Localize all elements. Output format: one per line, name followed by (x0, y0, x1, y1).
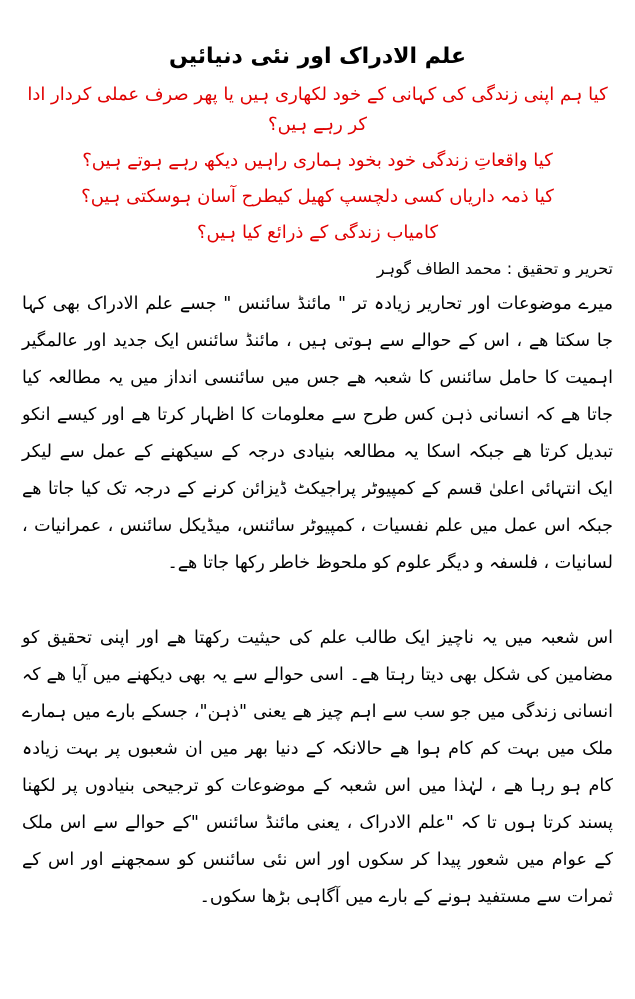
article-title: علم الادراک اور نئی دنیائیں (168, 44, 467, 69)
question-list (22, 80, 613, 248)
paragraph-spacer (22, 582, 613, 620)
question-item: کیا ذمہ داریاں کسی دلچسپ کھیل کیطرح آسان ہوسکتی ہیں؟ (81, 186, 554, 207)
question-item: کامیاب زندگی کے ذرائع کیا ہیں؟ (196, 222, 439, 243)
question-item: کیا ہم اپنی زندگی کی کہانی کے خود لکھاری ہیں یا پھر صرف عملی کردار ادا کر رہے ہیں؟ (27, 84, 608, 135)
question-item: کیا واقعاتِ زندگی خود بخود ہماری راہیں دیکھ رہے ہوتے ہیں؟ (82, 150, 553, 171)
author-byline: تحریر و تحقیق : محمد الطاف گوہر (376, 259, 613, 278)
body-paragraph: اس شعبہ میں یہ ناچیز ایک طالب علم کی حیثیت رکھتا ھے اور اپنی تحقیق کو مضامین کی شکل بھی دیتا رہتا ھے۔ اسی حوالے سے یہ بھی دیکھنے میں آیا ھے کہ انسانی زندگی میں جو سب سے اہم چیز ھے یعنی "ذہن"، جسکے بارے میں ہمارے ملک میں بہت کم کام ہوا ھے حالانکہ کے دنیا بھر میں ان شعبوں پر بہت زیادہ کام ہو رہا ھے ، لہٰذا میں اس شعبہ کے موضوعات کو ترجیحی بنیادوں پر لکھنا پسند کرتا ہوں تا کہ "علم الادراک ، یعنی مائنڈ سائنس "کے حوالے سے اس ملک کے عوام میں شعور پیدا کر سکوں اور اس نئی سائنس کو سمجھنے اور اس کے ثمرات سے مستفید ہونے کے بارے میں آگاہی بڑھا سکوں۔ (22, 628, 613, 907)
body-paragraph: میرے موضوعات اور تحاریر زیادہ تر " مائنڈ سائنس " جسے علم الادراک بھی کہا جا سکتا ھے ، اس کے حوالے سے ہوتی ہیں ، مائنڈ سائنس ایک جدید اور عالمگیر اہمیت کا حامل سائنس کا شعبہ ھے جس میں سائنسی انداز میں یہ مطالعہ کیا جاتا ھے کہ انسانی ذہن کس طرح سے معلومات کا اظہار کرتا ھے اور کیسے انکو تبدیل کرتا ھے جبکہ اسکا یہ مطالعہ بنیادی درجہ کے سیکھنے کے عمل سے لیکر ایک انتہائی اعلیٰ قسم کے کمپیوٹر پراجیکٹ ڈیزائن کرنے کے درجہ تک کیا جاتا ھے جبکہ اس عمل میں علم نفسیات ، کمپیوٹر سائنس، میڈیکل سائنس ، عمرانیات ، لسانیات ، فلسفہ و دیگر علوم کو ملحوظ خاطر رکھا جاتا ھے۔ (22, 294, 613, 573)
